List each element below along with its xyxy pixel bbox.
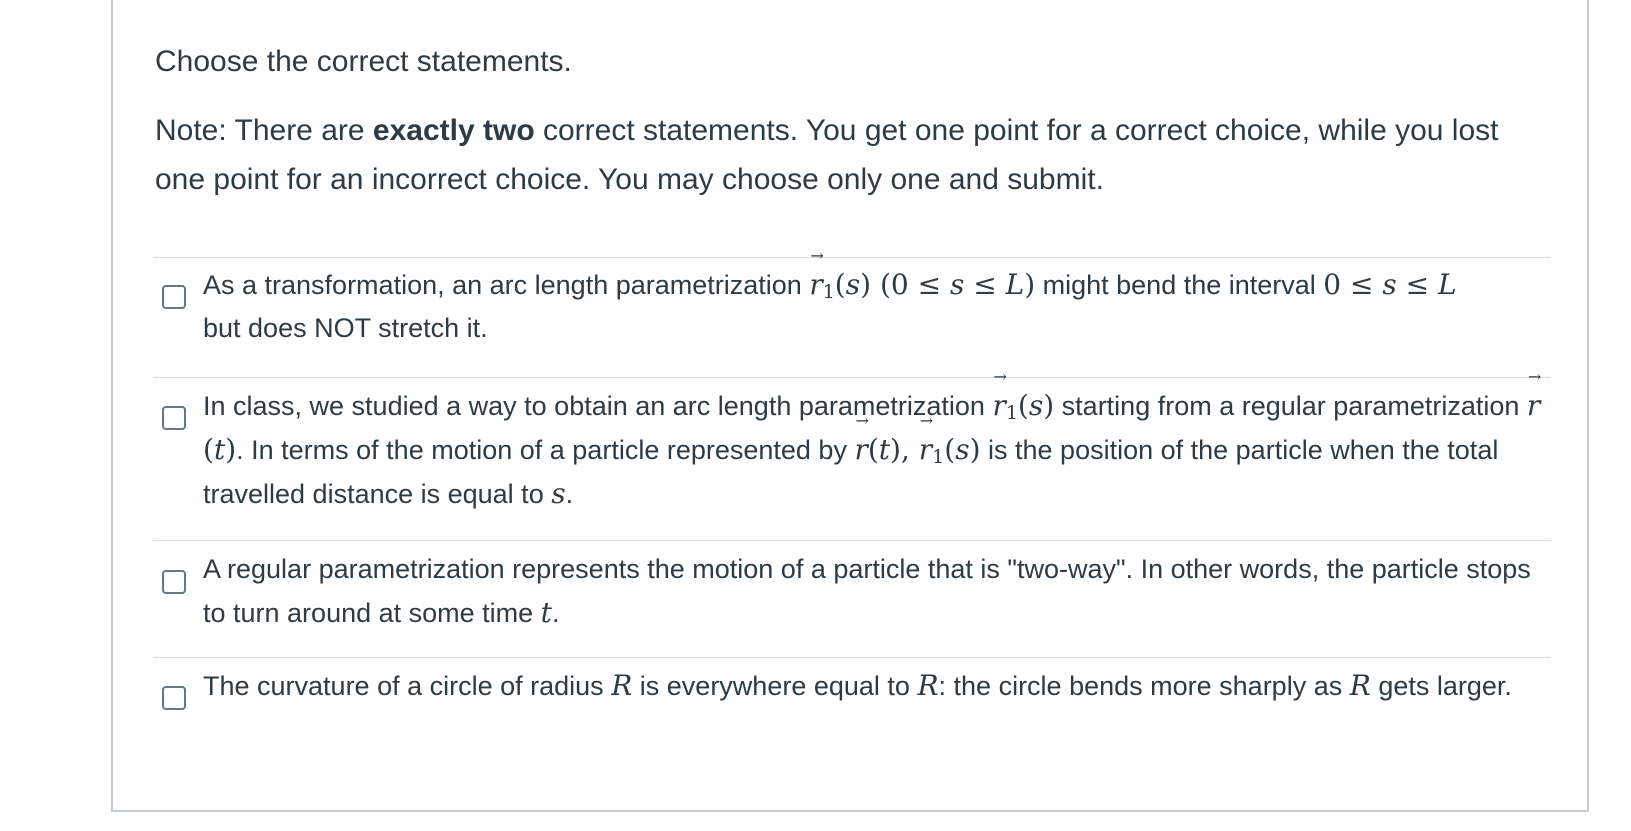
answer-1-checkbox[interactable] (162, 285, 186, 309)
answer-2-label[interactable] (203, 384, 1551, 516)
answer-4-math-R-3: R (1349, 669, 1371, 702)
answer-4-math-R-1: R (611, 669, 633, 702)
answer-option-2[interactable] (153, 377, 1551, 540)
answer-4-math-R-2: R (917, 669, 939, 702)
answer-1-text-part-2: might bend the interval (1035, 270, 1324, 300)
note-prefix: Note: There are (155, 114, 373, 147)
answer-1-math-interval: 0 ≤ s ≤ L (1323, 268, 1457, 301)
answer-4-text-part-2: is everywhere equal to (632, 671, 918, 701)
answer-option-1[interactable] (153, 257, 1551, 377)
answer-2-text-part-5: . (565, 479, 574, 509)
answer-3-text-part-2: . (551, 598, 560, 628)
answer-option-3[interactable] (153, 540, 1551, 657)
answer-1-text-part-1: As a transformation, an arc length parametrization (203, 270, 810, 300)
answer-4-text-part-4: gets larger. (1370, 671, 1512, 701)
question-note (155, 106, 1555, 204)
answer-4-checkbox[interactable] (162, 686, 186, 710)
note-bold: exactly two (372, 114, 535, 147)
answer-2-checkbox[interactable] (162, 406, 186, 430)
answer-4-text-part-1: The curvature of a circle of radius (203, 671, 612, 701)
answer-4-label[interactable] (203, 664, 1551, 708)
answer-list (153, 257, 1551, 769)
answer-3-math-t: t (540, 596, 552, 629)
answer-2-math-r-t-and-r1-s: → r(t), → $r_1(s)$ (854, 433, 980, 466)
answer-3-text-part-1: A regular parametrization represents the motion of a particle that is "two-way". In other words, the particle stops to turn around at some time (203, 554, 1531, 628)
answer-2-math-s: s (551, 477, 566, 510)
answer-1-math-r1-of-s: → $r_1(s) (0 \le s \le L)$ (809, 268, 1035, 301)
answer-2-text-part-4: is the position of the particle when the total travelled distance is equal to (203, 435, 1499, 509)
answer-2-text-part-2: starting from a regular parametrization (1054, 391, 1527, 421)
answer-4-text-part-3: : the circle bends more sharply as (938, 671, 1350, 701)
answer-2-text-part-1: In class, we studied a way to obtain an arc length parametrization (203, 391, 993, 421)
answer-option-4[interactable] (153, 657, 1551, 769)
answer-1-label[interactable] (203, 263, 1551, 350)
answer-2-math-r1-of-s: → $r_1(s)$ (992, 389, 1054, 422)
question-prompt: Choose the correct statements. (155, 45, 572, 78)
answer-3-label[interactable] (203, 548, 1551, 635)
answer-2-text-part-3: . In terms of the motion of a particle represented by (236, 435, 855, 465)
question-text (155, 42, 1555, 204)
answer-1-text-part-3: but does NOT stretch it. (203, 313, 488, 343)
answer-2-math-r-of-t: → r(t) (203, 389, 1540, 466)
answer-3-checkbox[interactable] (162, 570, 186, 594)
note-suffix: correct statements. You get one point for a correct choice, while you lost one point for an incorrect choice. You may choose only one and submit. (155, 114, 1499, 196)
question-card (111, 0, 1589, 812)
